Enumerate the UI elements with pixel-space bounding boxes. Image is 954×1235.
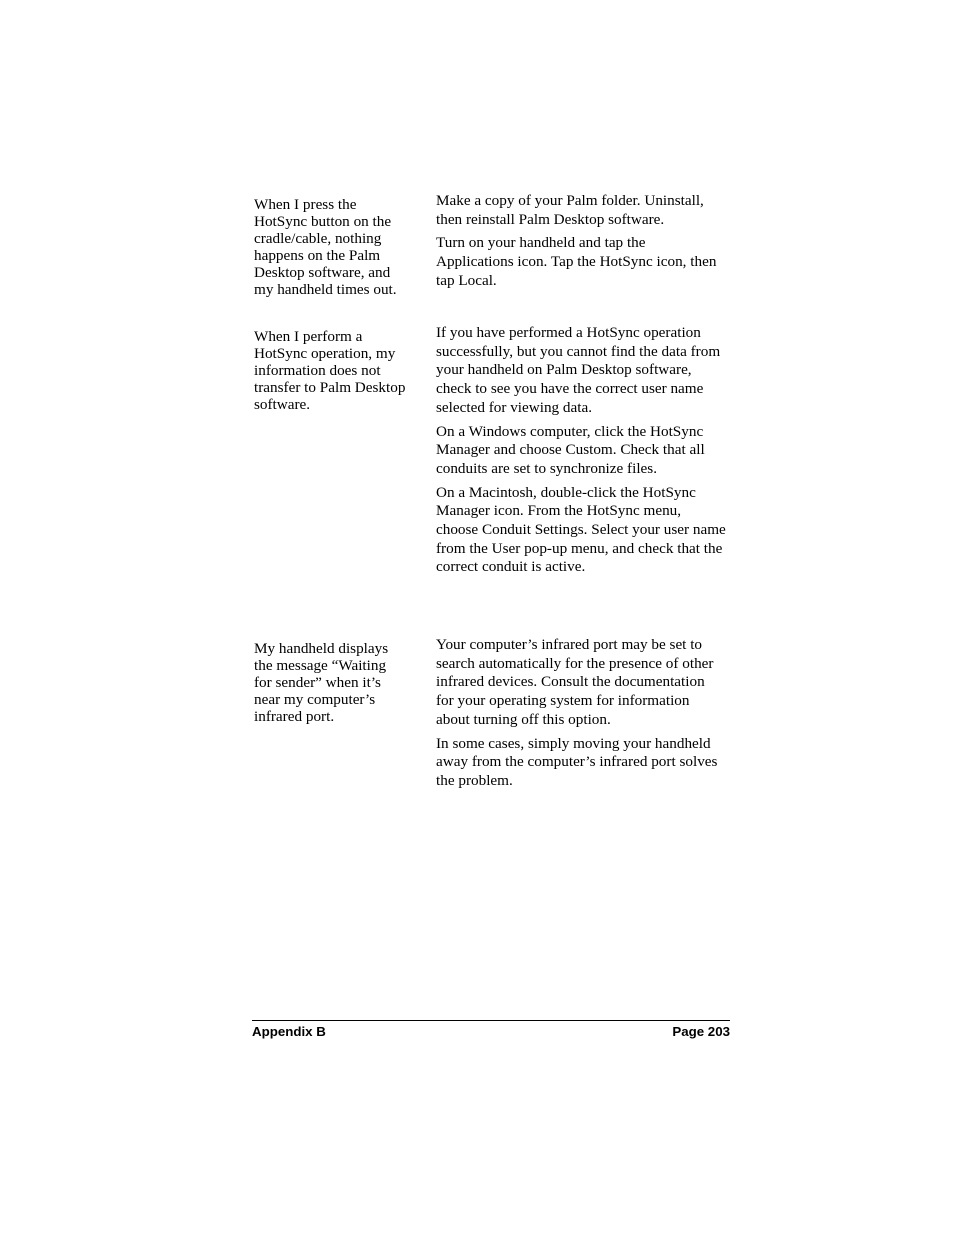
problem-text-waiting-for-sender: My handheld displays the message “Waiting for sender” when it’s near my computer’s infrared port.: [254, 640, 389, 725]
footer-page-number: Page 203: [672, 1024, 730, 1039]
solutions-waiting-for-sender: [436, 636, 726, 796]
footer-section-label: Appendix B: [252, 1024, 326, 1039]
solution-paragraph: Your computer’s infrared port may be set to search automatically for the presence of other infrared devices. Consult the documentation for your operating system for information about turning off this option.: [436, 636, 714, 728]
solution-paragraph: If you have performed a HotSync operation successfully, but you cannot find the data from your handheld on Palm Desktop software, check to see you have the correct user name selected for viewing data.: [436, 324, 721, 416]
solution-paragraph: In some cases, simply moving your handheld away from the computer’s infrared port solves the problem.: [436, 734, 718, 789]
solution-paragraph: On a Windows computer, click the HotSync Manager and choose Custom. Check that all conduits are set to synchronize files.: [436, 422, 705, 477]
solution-paragraph: Turn on your handheld and tap the Applications icon. Tap the HotSync icon, then tap Local.: [436, 234, 717, 289]
solutions-info-not-transfer: [436, 324, 726, 582]
solutions-hotsync-button: [436, 192, 726, 296]
footer-rule: [252, 1020, 730, 1021]
problem-text-hotsync-button: When I press the HotSync button on the cradle/cable, nothing happens on the Palm Desktop software, and my handheld times out.: [254, 196, 397, 298]
solution-paragraph: Make a copy of your Palm folder. Uninstall, then reinstall Palm Desktop software.: [436, 192, 704, 228]
solution-paragraph: On a Macintosh, double-click the HotSync Manager icon. From the HotSync menu, choose Conduit Settings. Select your user name from the User pop-up menu, and check that the correct conduit is active.: [436, 483, 726, 576]
problem-text-info-not-transfer: When I perform a HotSync operation, my information does not transfer to Palm Desktop software.: [254, 328, 406, 413]
